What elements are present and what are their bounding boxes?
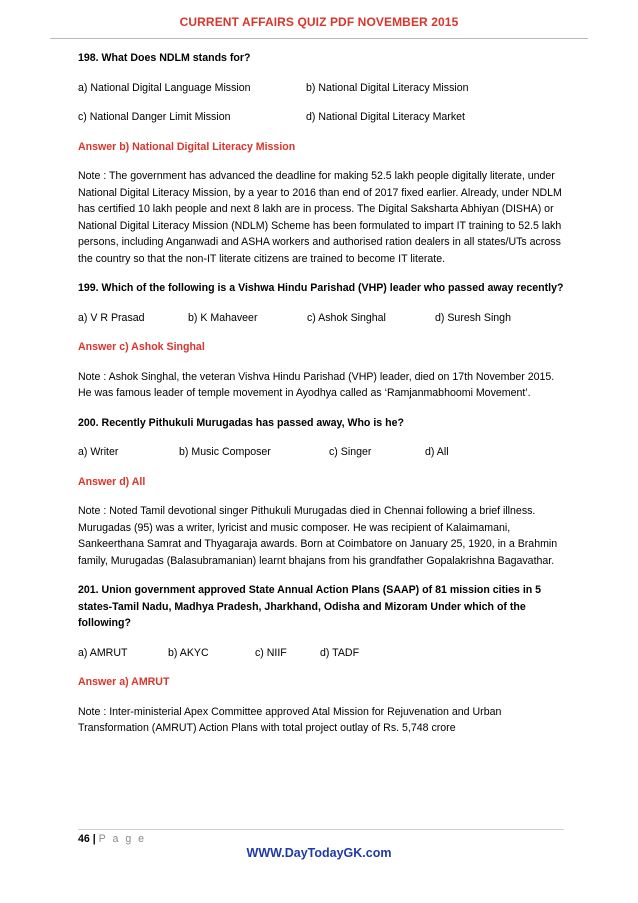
answer-198: Answer b) National Digital Literacy Mission xyxy=(78,140,296,153)
option-201-b: b) AKYC xyxy=(168,646,209,659)
answer-199: Answer c) Ashok Singhal xyxy=(78,341,205,353)
page-number-label xyxy=(78,833,146,845)
option-200-a: a) Writer xyxy=(78,446,119,458)
option-198-c: c) National Danger Limit Mission xyxy=(78,111,231,123)
option-198-a: a) National Digital Language Mission xyxy=(78,81,251,94)
options-row-200 xyxy=(78,444,564,461)
page-word: P a g e xyxy=(98,833,147,845)
option-199-d: d) Suresh Singh xyxy=(435,311,511,324)
footer-divider xyxy=(78,829,564,830)
option-199-a: a) V R Prasad xyxy=(78,311,145,324)
options-row-201 xyxy=(78,645,564,662)
options-row-198b xyxy=(78,109,564,126)
answer-201: Answer a) AMRUT xyxy=(78,676,170,688)
option-201-d: d) TADF xyxy=(320,646,360,659)
option-200-d: d) All xyxy=(425,446,449,458)
option-198-d: d) National Digital Literacy Market xyxy=(306,111,465,123)
option-198-b: b) National Digital Literacy Mission xyxy=(306,81,469,94)
option-200-b: b) Music Composer xyxy=(179,446,271,458)
page-header-title: CURRENT AFFAIRS QUIZ PDF NOVEMBER 2015 xyxy=(179,15,459,29)
page-number: 46 xyxy=(78,833,90,845)
options-row-198a xyxy=(78,80,564,97)
note-199: Note : Ashok Singhal, the veteran Vishva Hindu Parishad (VHP) leader, died on 17th November 2015. He was famous leader of temple movement in Ayodhya called as ‘Ramjanmabhoomi Movement’. xyxy=(78,370,555,399)
option-199-c: c) Ashok Singhal xyxy=(307,311,386,324)
question-201: 201. Union government approved State Annual Action Plans (SAAP) of 81 mission cities in 5 states-Tamil Nadu, Madhya Pradesh, Jharkhand, Odisha and Mizoram Under which of the following? xyxy=(78,584,542,629)
note-200: Note : Noted Tamil devotional singer Pithukuli Murugadas died in Chennai following a brief illness. Murugadas (95) was a writer, lyricist and music composer. He was recipient of Kalaimamani, Sankeerthana Samrat and Thyagaraja awards. Born at Coimbatore on January 25, 1920, in a Brahmin family, Murugadas (Balasubramanian) learnt bhajans from his grandfather Gopalakrishna Bagavathar. xyxy=(78,505,558,567)
option-199-b: b) K Mahaveer xyxy=(188,311,258,324)
note-198: Note : The government has advanced the deadline for making 52.5 lakh people digitally literate, under National Digital Literacy Mission, by a year to 2016 than end of 2017 fixed earlier. Already, under NDLM has certified 10 lakh people and next 8 lakh are in process. The Digital Saksharta Abhiyan (DISHA) or National Digital Literacy Mission (NDLM) Scheme has been formulated to impart IT training to 52.5 lakh persons, including Anganwadi and ASHA workers and authorised ration dealers in all states/UTs across the country so that the non-IT literate citizens are trained to become IT literate. xyxy=(78,170,562,265)
footer-website-link[interactable]: WWW.DayTodayGK.com xyxy=(246,846,392,860)
question-198: 198. What Does NDLM stands for? xyxy=(78,52,251,64)
header-divider xyxy=(50,38,588,39)
option-201-c: c) NIIF xyxy=(255,646,287,659)
option-200-c: c) Singer xyxy=(329,446,372,458)
question-200: 200. Recently Pithukuli Murugadas has passed away, Who is he? xyxy=(78,416,404,429)
note-201: Note : Inter-ministerial Apex Committee approved Atal Mission for Rejuvenation and Urban Transformation (AMRUT) Action Plans with total project outlay of Rs. 5,748 crore xyxy=(78,705,502,734)
question-199: 199. Which of the following is a Vishwa Hindu Parishad (VHP) leader who passed away recently? xyxy=(78,282,564,294)
page-separator: | xyxy=(92,833,96,845)
page-content xyxy=(78,50,564,750)
options-row-199 xyxy=(78,310,564,327)
option-201-a: a) AMRUT xyxy=(78,646,128,659)
answer-200: Answer d) All xyxy=(78,475,146,488)
